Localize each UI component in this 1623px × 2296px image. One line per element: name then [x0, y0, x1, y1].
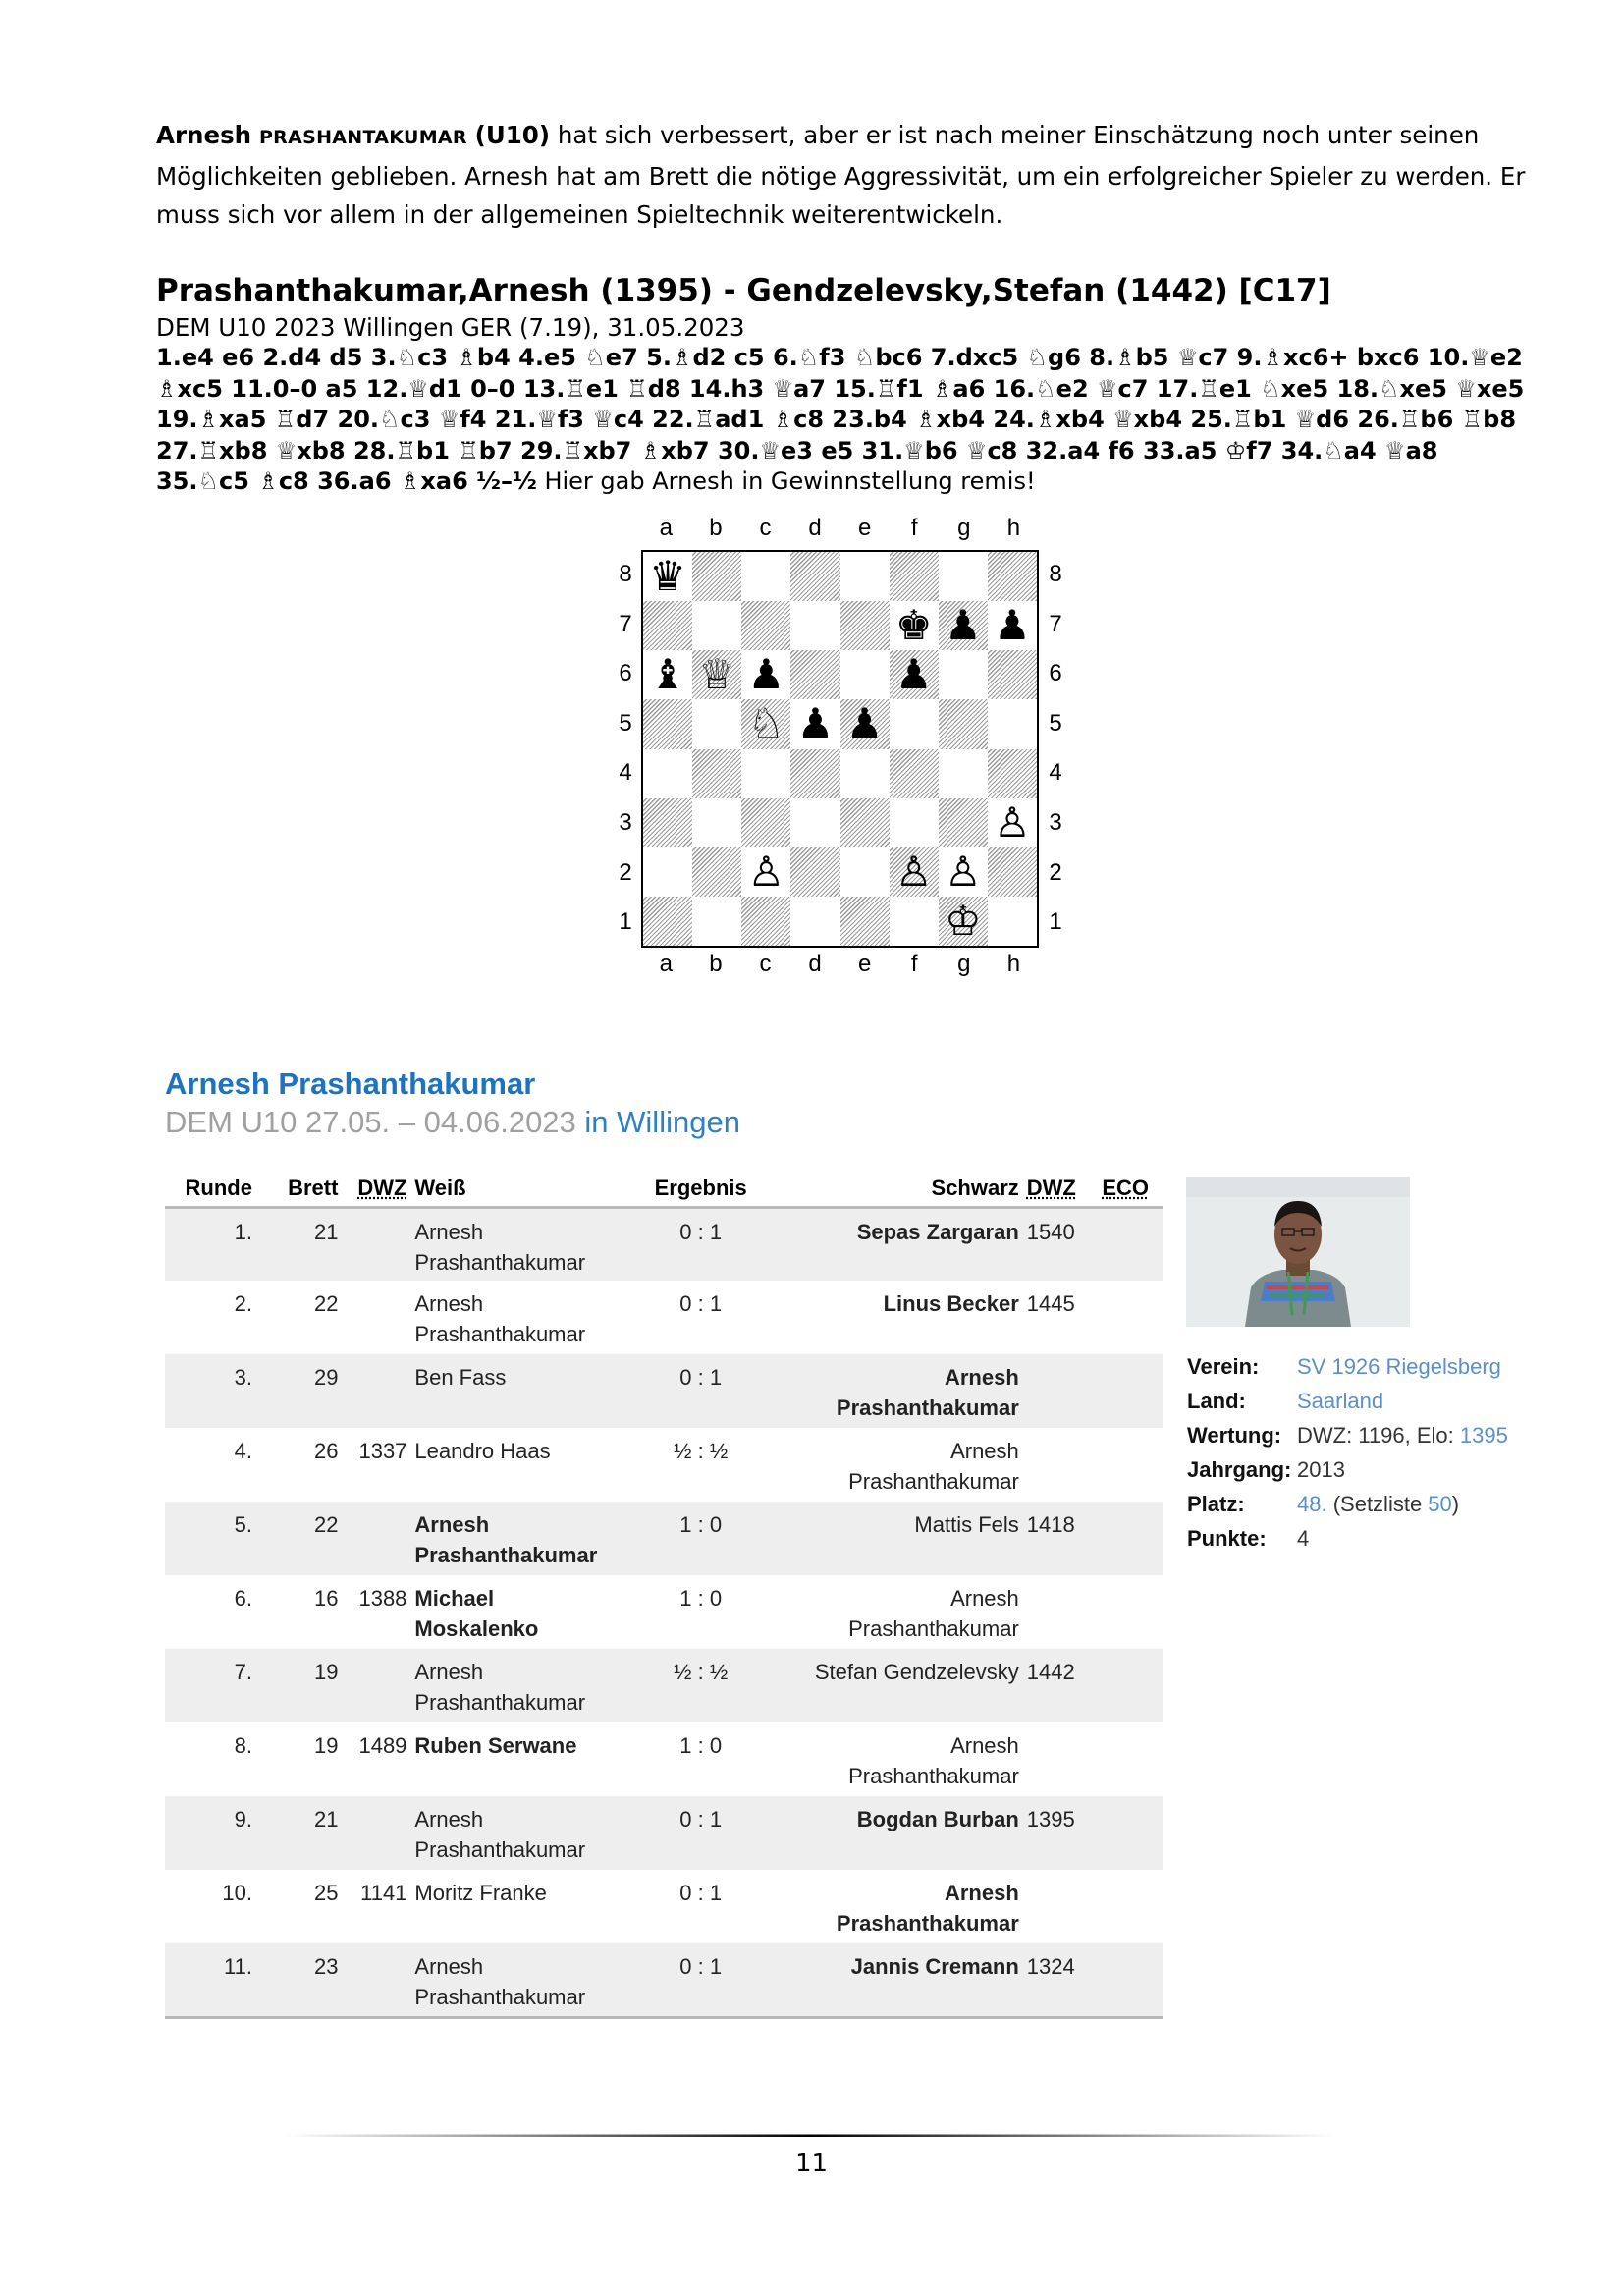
table-header-row [165, 1172, 1163, 1207]
square-e4 [840, 749, 890, 798]
info-punkte [1187, 1521, 1508, 1556]
black-dwz [1023, 1428, 1099, 1502]
chess-diagram [597, 511, 1062, 992]
square-g6 [939, 650, 988, 699]
white-dwz [342, 1354, 410, 1428]
white-player: Arnesh Prashanthakumar [410, 1649, 625, 1722]
move-list: 1.e4 e6 2.d4 d5 3.♘c3 ♗b4 4.e5 ♘e7 5.♗d2 c5 6.♘f3 ♘bc6 7.dxc5 ♘g6 8.♗b5 ♕c7 9.♗xc6+ bxc6 10.♕e2 ♗xc5 11.0–0 a5 12.♕d1 0–0 13.♖e1 ♖d8 14.h3 ♕a7 15.♖f1 ♗a6 16.♘e2 ♕c7 17.♖e1 ♘xe5 18.♘xe5 ♕xe5 19.♗xa5 ♖d7 20.♘c3 ♕f4 21.♕f3 ♕c4 22.♖ad1 ♗c8 23.b4 ♗xb4 24.♗xb4 ♕xb4 25.♖b1 ♕d6 26.♖b6 ♖b8 27.♖xb8 ♕xb8 28.♖b1 ♖b7 29.♖xb7 ♗xb7 30.♕e3 e5 31.♕b6 ♕c8 32.a4 f6 33.a5 ♔f7 34.♘a4 ♕a8 35.♘c5 ♗c8 36.a6 ♗xa6 ½–½ [156, 344, 1525, 495]
square-b2 [692, 847, 741, 897]
header-dwz-black: DWZ [1023, 1172, 1099, 1207]
tournament-subtitle [165, 1105, 740, 1140]
rank-label-4: 4 [619, 759, 632, 787]
piece-g2: ♙ [944, 847, 982, 896]
file-label-g: g [957, 951, 971, 977]
square-e7 [840, 601, 890, 650]
black-dwz: 1418 [1023, 1502, 1099, 1575]
white-player[interactable]: Michael Moskalenko [414, 1586, 539, 1641]
piece-b6: ♕ [698, 650, 736, 699]
game-result[interactable]: 1 : 0 [679, 1586, 723, 1611]
file-labels-top [641, 515, 1039, 542]
square-b5 [692, 699, 741, 748]
board-number: 21 [256, 1796, 342, 1870]
round-number[interactable]: 3. [165, 1354, 256, 1428]
square-d4 [790, 749, 839, 798]
file-label-h: h [1006, 515, 1021, 541]
intro-paragraph [156, 116, 1531, 234]
black-dwz: 1324 [1023, 1943, 1099, 2017]
table-row [165, 1796, 1163, 1870]
game-result[interactable]: 0 : 1 [625, 1796, 776, 1870]
square-h7 [988, 601, 1037, 650]
tournament-dates: DEM U10 27.05. – 04.06.2023 [165, 1105, 576, 1139]
square-c6 [741, 650, 790, 699]
square-f5 [890, 699, 939, 748]
eco-code [1098, 1354, 1163, 1428]
eco-code [1098, 1207, 1163, 1281]
piece-c2: ♙ [747, 847, 785, 896]
round-number[interactable]: 4. [234, 1439, 252, 1463]
file-label-e: e [857, 515, 872, 541]
file-label-b: b [709, 951, 723, 977]
white-player[interactable]: Ruben Serwane [414, 1733, 577, 1758]
white-dwz [342, 1796, 410, 1870]
square-f6 [890, 650, 939, 699]
rank-label-8: 8 [619, 561, 632, 587]
info-land-label: Land: [1187, 1389, 1246, 1413]
rank-label-6: 6 [1049, 660, 1062, 687]
table-row [165, 1943, 1163, 2017]
square-b7 [692, 601, 741, 650]
round-number[interactable]: 1. [165, 1207, 256, 1281]
rank-label-5: 5 [619, 709, 632, 737]
square-e1 [840, 897, 890, 946]
table-row [165, 1207, 1163, 1281]
tournament-location-link[interactable]: in Willingen [584, 1105, 740, 1139]
square-g5 [939, 699, 988, 748]
square-g2 [939, 847, 988, 897]
square-c7 [741, 601, 790, 650]
chess-board [641, 550, 1039, 948]
game-result[interactable]: 1 : 0 [679, 1733, 723, 1758]
board-number: 22 [256, 1502, 342, 1575]
black-dwz: 1445 [1026, 1291, 1075, 1316]
board-number: 26 [313, 1439, 339, 1463]
square-c3 [741, 798, 790, 847]
file-label-h: h [1006, 951, 1021, 977]
rank-label-3: 3 [1049, 808, 1062, 836]
square-g1 [939, 897, 988, 946]
piece-e5: ♟ [845, 699, 884, 748]
table-row [165, 1575, 1163, 1649]
square-a6 [643, 650, 692, 699]
square-b4 [692, 749, 741, 798]
square-e8 [840, 552, 890, 601]
intro-text: hat sich verbessert, aber er ist nach meiner Einschätzung noch unter seinen Möglichkeiten geblieben. Arnesh hat am Brett die nötige Aggressivität, um ein erfolgreicher Spieler zu werden. Er muss sich vor allem in der allgemeinen Spieltechnik weiterentwickeln. [156, 121, 1526, 229]
piece-g1: ♔ [944, 896, 982, 945]
table-row [165, 1281, 1163, 1354]
white-dwz: 1141 [360, 1881, 407, 1905]
player-last-name-smallcaps: PRASHANTAKUMAR [258, 127, 467, 148]
table-row [165, 1428, 1163, 1502]
white-player: Arnesh Prashanthakumar [410, 1207, 625, 1281]
square-d5 [790, 699, 839, 748]
header-weiss: Weiß [410, 1172, 625, 1207]
piece-f7: ♚ [894, 601, 933, 650]
header-dwz-white: DWZ [342, 1172, 410, 1207]
game-heading: Prashanthakumar,Arnesh (1395) - Gendzelevsky,Stefan (1442) [C17] [156, 273, 1331, 308]
game-result[interactable]: 0 : 1 [679, 1881, 723, 1905]
board-number: 23 [256, 1943, 342, 2017]
square-c4 [741, 749, 790, 798]
square-f1 [890, 897, 939, 946]
info-setzliste-pre: (Setzliste [1326, 1492, 1429, 1516]
square-a7 [643, 601, 692, 650]
rank-label-1: 1 [1049, 908, 1062, 936]
square-a8 [643, 552, 692, 601]
square-a3 [643, 798, 692, 847]
rank-label-2: 2 [1049, 858, 1062, 886]
round-number[interactable]: 11. [165, 1943, 256, 2017]
game-result[interactable]: 0 : 1 [625, 1354, 776, 1428]
info-dwz-text: DWZ: 1196, Elo: [1297, 1423, 1460, 1448]
player-photo [1186, 1177, 1410, 1327]
square-h6 [988, 650, 1037, 699]
eco-code [1098, 1796, 1163, 1870]
board-number: 19 [256, 1649, 342, 1722]
file-label-b: b [709, 515, 723, 541]
results-table [165, 1172, 1163, 2019]
square-g3 [939, 798, 988, 847]
round-number[interactable]: 5. [165, 1502, 256, 1575]
header-schwarz: Schwarz [776, 1172, 1023, 1207]
black-player[interactable]: Stefan Gendzelevsky [776, 1649, 1023, 1722]
board-number: 19 [313, 1733, 339, 1758]
board-number: 22 [313, 1291, 339, 1316]
white-dwz: 1337 [358, 1439, 407, 1463]
white-player: Arnesh Prashanthakumar [410, 1943, 625, 2017]
board-number: 25 [313, 1881, 339, 1905]
square-f2 [890, 847, 939, 897]
black-player: Arnesh Prashanthakumar [848, 1586, 1019, 1641]
square-d1 [790, 897, 839, 946]
header-brett: Brett [256, 1172, 342, 1207]
table-row [165, 1870, 1163, 1943]
table-row [165, 1649, 1163, 1722]
square-h1 [988, 897, 1037, 946]
info-platz-link[interactable]: 48. [1297, 1492, 1327, 1516]
round-number[interactable]: 7. [165, 1649, 256, 1722]
black-player[interactable]: Jannis Cremann [776, 1943, 1023, 2017]
square-d2 [790, 847, 839, 897]
info-platz-value [1297, 1487, 1459, 1521]
round-number[interactable]: 8. [234, 1733, 252, 1758]
info-wertung [1187, 1418, 1508, 1452]
table-row [165, 1722, 1163, 1796]
black-player: Arnesh Prashanthakumar [848, 1733, 1019, 1788]
black-player[interactable]: Linus Becker [883, 1291, 1019, 1316]
square-b8 [692, 552, 741, 601]
info-verein-label: Verein: [1187, 1354, 1260, 1379]
player-card-title[interactable]: Arnesh Prashanthakumar [165, 1066, 536, 1101]
piece-c5: ♘ [747, 699, 785, 748]
rank-label-5: 5 [1049, 709, 1062, 737]
square-f4 [890, 749, 939, 798]
eco-code [1098, 1281, 1163, 1354]
rank-labels-left [611, 550, 640, 948]
square-h4 [988, 749, 1037, 798]
black-dwz [1023, 1354, 1099, 1428]
square-a5 [643, 699, 692, 748]
square-c5 [741, 699, 790, 748]
piece-a6: ♝ [649, 650, 686, 699]
footer-divider [285, 2134, 1335, 2138]
square-g8 [939, 552, 988, 601]
rank-labels-right [1041, 550, 1070, 948]
round-number[interactable]: 10. [222, 1881, 252, 1905]
piece-g7: ♟ [944, 601, 982, 650]
rank-label-7: 7 [619, 610, 632, 637]
info-land [1187, 1384, 1508, 1418]
black-dwz [1023, 1870, 1099, 1943]
square-a1 [643, 897, 692, 946]
rank-label-1: 1 [619, 908, 632, 936]
eco-code [1098, 1428, 1163, 1502]
file-labels-bottom [641, 951, 1039, 978]
square-e2 [840, 847, 890, 897]
game-result[interactable]: 0 : 1 [679, 1291, 723, 1316]
square-d8 [790, 552, 839, 601]
square-b6 [692, 650, 741, 699]
player-info [1187, 1349, 1508, 1556]
info-platz-label: Platz: [1187, 1492, 1245, 1516]
rank-label-7: 7 [1049, 610, 1062, 637]
eco-code [1098, 1870, 1163, 1943]
piece-f6: ♟ [894, 650, 933, 699]
file-label-g: g [957, 515, 971, 541]
info-elo-link[interactable]: 1395 [1459, 1423, 1508, 1448]
rank-label-3: 3 [619, 808, 632, 836]
white-dwz [342, 1502, 410, 1575]
info-wertung-label: Wertung: [1187, 1423, 1282, 1448]
header-ergebnis: Ergebnis [625, 1172, 776, 1207]
square-g4 [939, 749, 988, 798]
player-photo-image [1186, 1177, 1410, 1327]
header-runde: Runde [165, 1172, 256, 1207]
round-number[interactable]: 6. [234, 1586, 252, 1611]
game-result[interactable]: 0 : 1 [625, 1943, 776, 2017]
black-player: Arnesh Prashanthakumar [848, 1439, 1019, 1494]
square-h8 [988, 552, 1037, 601]
rank-label-4: 4 [1049, 759, 1062, 787]
info-jahrgang-label: Jahrgang: [1187, 1457, 1292, 1482]
round-number[interactable]: 9. [165, 1796, 256, 1870]
file-label-d: d [808, 515, 822, 541]
header-eco: ECO [1098, 1172, 1163, 1207]
square-b3 [692, 798, 741, 847]
game-moves [156, 343, 1531, 498]
info-verein-link[interactable]: SV 1926 Riegelsberg [1297, 1354, 1501, 1379]
piece-c6: ♟ [747, 650, 785, 699]
info-setzliste-link[interactable]: 50 [1428, 1492, 1452, 1516]
eco-code [1098, 1943, 1163, 2017]
square-f7 [890, 601, 939, 650]
eco-code [1098, 1575, 1163, 1649]
file-label-a: a [659, 951, 673, 977]
square-c1 [741, 897, 790, 946]
info-verein [1187, 1349, 1508, 1384]
file-label-f: f [910, 951, 918, 977]
game-event-line: DEM U10 2023 Willingen GER (7.19), 31.05.2023 [156, 313, 745, 342]
game-result[interactable]: 1 : 0 [625, 1502, 776, 1575]
piece-f2: ♙ [894, 847, 933, 896]
eco-code [1098, 1722, 1163, 1796]
square-c2 [741, 847, 790, 897]
white-player[interactable]: Ben Fass [410, 1354, 625, 1428]
black-player[interactable]: Mattis Fels [776, 1502, 1023, 1575]
rank-label-6: 6 [619, 660, 632, 687]
square-f8 [890, 552, 939, 601]
info-land-link[interactable]: Saarland [1297, 1389, 1384, 1413]
black-player: Arnesh Prashanthakumar [836, 1881, 1019, 1936]
white-player: Arnesh Prashanthakumar [414, 1291, 586, 1346]
white-player[interactable]: Leandro Haas [414, 1439, 551, 1463]
black-dwz: 1442 [1023, 1649, 1099, 1722]
round-number[interactable]: 2. [234, 1291, 252, 1316]
info-jahrgang [1187, 1452, 1508, 1487]
info-jahrgang-value: 2013 [1297, 1457, 1345, 1482]
square-a2 [643, 847, 692, 897]
square-a4 [643, 749, 692, 798]
white-dwz [342, 1649, 410, 1722]
player-first-name: Arnesh [156, 121, 252, 149]
player-age-group: (U10) [474, 121, 551, 149]
square-c8 [741, 552, 790, 601]
file-label-a: a [659, 515, 673, 541]
square-d7 [790, 601, 839, 650]
file-label-e: e [857, 951, 872, 977]
info-platz [1187, 1487, 1508, 1521]
square-e6 [840, 650, 890, 699]
white-dwz: 1489 [358, 1733, 407, 1758]
black-dwz [1023, 1575, 1099, 1649]
piece-h7: ♟ [994, 601, 1031, 650]
table-row [165, 1354, 1163, 1428]
piece-d5: ♟ [796, 699, 835, 748]
info-punkte-value: 4 [1297, 1526, 1310, 1551]
black-player[interactable]: Bogdan Burban [776, 1796, 1023, 1870]
square-b1 [692, 897, 741, 946]
file-label-c: c [759, 951, 772, 977]
page-number: 11 [794, 2149, 829, 2178]
square-d3 [790, 798, 839, 847]
info-setzliste-post: ) [1451, 1492, 1460, 1516]
file-label-d: d [808, 951, 822, 977]
piece-h3: ♙ [994, 797, 1031, 847]
square-e5 [840, 699, 890, 748]
rank-label-8: 8 [1049, 561, 1062, 587]
info-punkte-label: Punkte: [1187, 1526, 1267, 1551]
black-player[interactable]: Sepas Zargaran [776, 1207, 1023, 1281]
black-player: Arnesh Prashanthakumar [776, 1354, 1023, 1428]
square-g7 [939, 601, 988, 650]
game-comment: Hier gab Arnesh in Gewinnstellung remis! [536, 467, 1036, 495]
board-number: 29 [256, 1354, 342, 1428]
info-wertung-value [1297, 1418, 1508, 1452]
game-result[interactable]: ½ : ½ [674, 1439, 729, 1463]
game-result[interactable]: 0 : 1 [625, 1207, 776, 1281]
white-player[interactable]: Moritz Franke [414, 1881, 547, 1905]
black-dwz: 1540 [1023, 1207, 1099, 1281]
file-label-c: c [759, 515, 772, 541]
square-f3 [890, 798, 939, 847]
file-label-f: f [910, 515, 918, 541]
eco-code [1098, 1502, 1163, 1575]
board-number: 21 [256, 1207, 342, 1281]
rank-label-2: 2 [619, 858, 632, 886]
table-row [165, 1502, 1163, 1575]
white-dwz [342, 1943, 410, 2017]
white-player: Arnesh Prashanthakumar [410, 1796, 625, 1870]
square-e3 [840, 798, 890, 847]
square-h2 [988, 847, 1037, 897]
game-result[interactable]: ½ : ½ [625, 1649, 776, 1722]
square-d6 [790, 650, 839, 699]
black-dwz: 1395 [1023, 1796, 1099, 1870]
eco-code [1098, 1649, 1163, 1722]
board-number: 16 [313, 1586, 339, 1611]
white-player: Arnesh Prashanthakumar [410, 1502, 625, 1575]
square-h5 [988, 699, 1037, 748]
square-h3 [988, 798, 1037, 847]
white-dwz [342, 1207, 410, 1281]
black-dwz [1023, 1722, 1099, 1796]
piece-a8: ♛ [649, 552, 686, 601]
white-dwz [342, 1281, 410, 1354]
white-dwz: 1388 [358, 1586, 407, 1611]
